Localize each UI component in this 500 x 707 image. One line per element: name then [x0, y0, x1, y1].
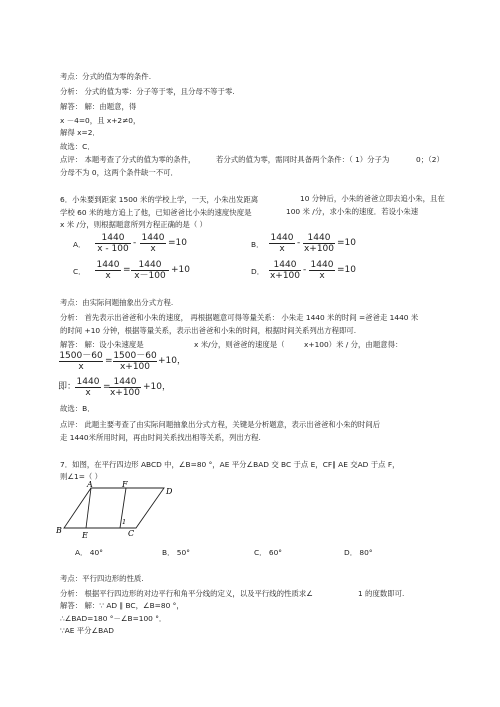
dianping-1b: 若分式的值为零，需同时具备两个条件：（ 1）分子为: [216, 155, 390, 164]
jieda-3: 解答： 解：∵ AD ∥ BC，∠B=80 °，: [60, 601, 184, 610]
label-f: F: [122, 480, 128, 489]
q6-option-d-label: D．: [251, 267, 265, 276]
fenxi-3a: 分析： 根据平行四边形的对边平行和角平分线的定义，以及平行线的性质求∠: [60, 589, 313, 598]
s2-plus10: +10，: [158, 356, 186, 366]
eq-1: x －4=0，且 x+2≠0，: [60, 116, 141, 125]
s2-eq2: =: [103, 382, 111, 392]
q6-b-frac2: 1440 x+100: [303, 233, 335, 254]
label-a: A: [87, 480, 93, 489]
eq-2: 解得 x=2．: [60, 128, 100, 137]
eq-3a: ∴∠BAD=180 °－∠B=100 °．: [60, 614, 167, 623]
jieda-2a: 解答： 解：设小朱速度是: [60, 340, 144, 349]
dianping-1a: 点评： 本题考查了分式的值为零的条件，: [60, 155, 196, 164]
q6-b-frac1: 1440 x: [270, 233, 294, 254]
q7-option-b: B． 50°: [162, 548, 190, 557]
q6-option-a-label: A．: [73, 240, 86, 249]
q6-option-b-label: B．: [251, 240, 264, 249]
kaodian-2: 考点：由实际问题抽象出分式方程.: [60, 298, 174, 307]
q6-d-minus: -: [303, 265, 307, 275]
q6-a-frac1: 1440 x - 100: [94, 233, 132, 254]
q6-line2b: 100 米 /分，求小朱的速度．若设小朱速: [286, 207, 419, 216]
q6-c-frac1: 1440 x: [96, 260, 120, 281]
q6-c-plus10: +10: [171, 265, 190, 275]
q6-line3: x 米 /分，则根据题意所列方程正确的是（ ）: [60, 220, 207, 229]
fenxi-2b: 的时间 +10 分钟，根据等量关系，表示出爸爸和小朱的时间，根据时间关系列出方程即可.: [60, 326, 357, 335]
fenxi-1: 分析： 分式的值为零：分子等于零，且分母不等于零.: [60, 87, 235, 96]
q6-option-c-label: C．: [73, 267, 86, 276]
q6-line1a: 6．小朱要到距家 1500 米的学校上学，一天，小朱出发距离: [60, 195, 259, 204]
jieda-2c: x+100）米 / 分，由题意得：: [304, 340, 403, 349]
s2-frac4: 1440 x+100: [109, 377, 141, 398]
dianping-2b: 走 1440米所用时间，再由时间关系找出相等关系，列出方程.: [60, 433, 261, 442]
label-angle-1: 1: [122, 518, 127, 526]
label-e: E: [82, 531, 88, 540]
q6-line1b: 10 分钟后，小朱的爸爸立即去追小朱，且在: [300, 194, 445, 203]
label-d: D: [166, 487, 173, 496]
q7-line2: 则∠1=（ ）: [60, 472, 103, 481]
q6-line2a: 学校 60 米的地方追上了他，已知爸爸比小朱的速度快度是: [60, 208, 252, 217]
s2-ji: 即：: [58, 382, 77, 392]
q6-c-eq: =: [123, 265, 131, 275]
guxuan-2: 故选：B．: [60, 404, 95, 413]
label-b: B: [56, 526, 62, 535]
dianping-2a: 点评： 此题主要考查了由实际问题抽象出分式方程，关键是分析题意，表示出爸爸和小朱的时间后: [60, 420, 381, 429]
guxuan-1: 故选：C．: [60, 142, 95, 151]
s2-frac1: 1500－60 x: [59, 351, 103, 372]
jieda-2b: x 米/分，则爸爸的速度是（: [194, 340, 285, 349]
fenxi-3b: 1 的度数即可.: [358, 589, 405, 598]
s2-frac2: 1500－60 x+100: [113, 351, 157, 372]
q6-b-eq10: =10: [337, 238, 356, 248]
q6-c-frac2: 1440 x－100: [130, 260, 170, 281]
q7-option-a: A． 40°: [75, 548, 103, 557]
q7-option-d: D． 80°: [344, 548, 373, 557]
jieda-1: 解答： 解：由题意，得: [60, 102, 137, 111]
s2-eq: =: [105, 356, 113, 366]
q7-option-c: C． 60°: [254, 548, 283, 557]
q7-line1: 7．如图，在平行四边形 ABCD 中，∠B=80 °，AE 平分∠BAD 交 BC 于点 E，CF∥ AE 交AD 于点 F，: [60, 460, 400, 469]
label-c: C: [128, 529, 135, 538]
kaodian-3: 考点：平行四边形的性质.: [60, 574, 144, 583]
s2-frac3: 1440 x: [76, 377, 100, 398]
dianping-1d: 分母不为 0，这两个条件缺一不可．: [60, 168, 178, 177]
s2-plus10-2: +10，: [143, 382, 171, 392]
q6-d-frac2: 1440 x: [310, 260, 334, 281]
eq-3b: ∵AE 平分∠BAD: [60, 626, 115, 635]
parallelogram-abcd: [64, 488, 164, 528]
q6-a-eq10: =10: [168, 238, 187, 248]
kaodian-1: 考点：分式的值为零的条件.: [60, 72, 152, 81]
q6-d-eq10: =10: [337, 265, 356, 275]
q6-a-frac2: 1440 x: [141, 233, 165, 254]
fenxi-2a: 分析： 首先表示出爸爸和小朱的速度， 再根据题意可得等量关系： 小朱走 1440 米的时间 =爸爸走 1440 米: [60, 313, 419, 322]
parallelogram-figure: [56, 480, 176, 542]
q6-d-frac1: 1440 x+100: [269, 260, 301, 281]
q6-b-minus: -: [297, 238, 301, 248]
q6-a-minus: -: [133, 238, 137, 248]
dianping-1c: 0；（2）: [416, 155, 444, 164]
